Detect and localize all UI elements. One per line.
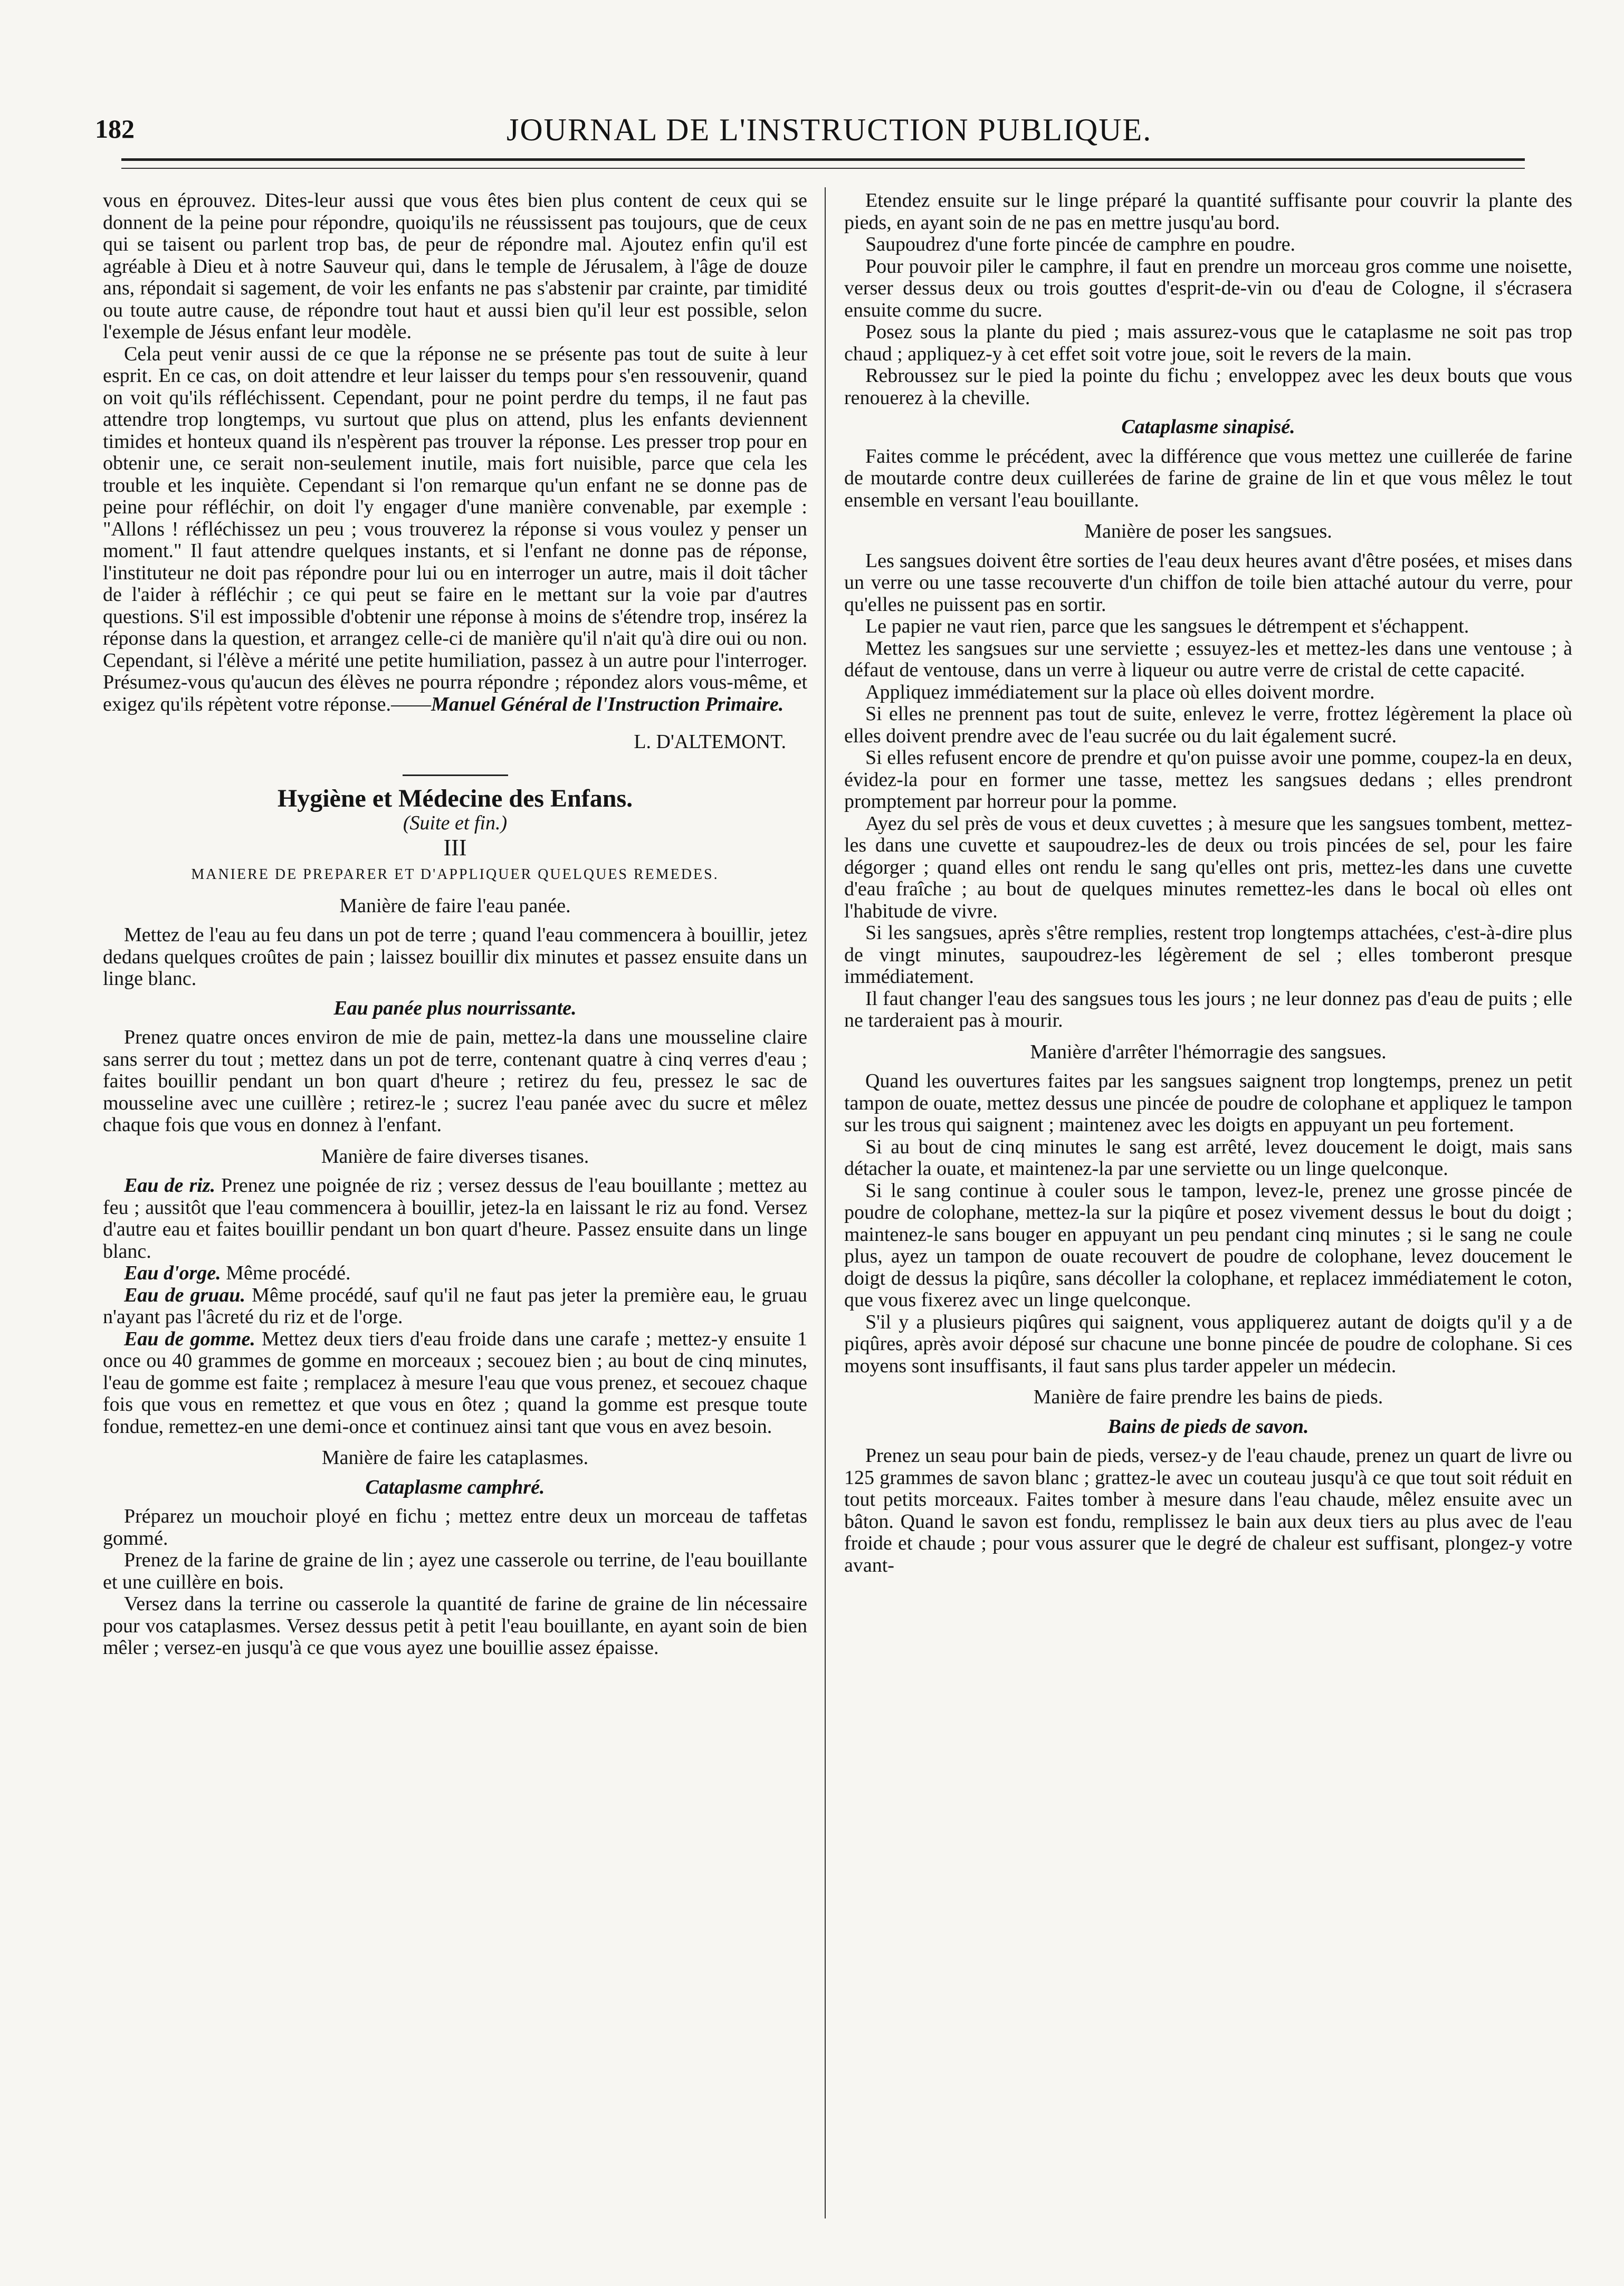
header-rule-thick (121, 158, 1525, 161)
paragraph (103, 1328, 807, 1438)
subsection-heading: Manière de faire diverses tisanes. (321, 1145, 589, 1168)
paragraph (103, 1285, 807, 1328)
paragraph: Saupoudrez d'une forte pincée de camphre en poudre. (865, 233, 1296, 255)
paragraph: Prenez quatre onces environ de mie de pain, mettez-la dans une mousseline claire sans serrer du tout ; mettez dans un pot de terre, contenant quatre à cinq verres d'eau ; faites bouillir pendant un bon quart d'heure ; retirez du feu, pressez le sac de mousseline avec une cuillère ; retirez-le ; sucrez l'eau panée avec du sucre et mêlez chaque fois que vous en donnez à l'enfant. (103, 1026, 807, 1136)
subsection-heading: Manière de faire les cataplasmes. (321, 1447, 589, 1469)
paragraph: Si elles ne prennent pas tout de suite, enlevez le verre, frottez légèrement la place où elles doivent prendre avec de l'eau sucrée ou du lait également sucré. (844, 703, 1572, 747)
paragraph: Pour pouvoir piler le camphre, il faut en prendre un morceau gros comme une noisette, verser dessus deux ou trois gouttes d'esprit-de-vin ou d'eau de Cologne, il s'écrasera ensuite comme du sucre. (844, 255, 1572, 321)
paragraph: Prenez de la farine de graine de lin ; ayez une casserole ou terrine, de l'eau bouillante et une cuillère en bois. (103, 1549, 807, 1593)
paragraph (103, 343, 807, 716)
section-title: MANIERE DE PREPARER ET D'APPLIQUER QUELQUES REMEDES. (191, 866, 719, 883)
recipe-label: Eau de gruau. (124, 1284, 246, 1306)
paragraph: Il faut changer l'eau des sangsues tous les jours ; ne leur donnez pas d'eau de puits ; elle ne tarderaient pas à mourir. (844, 987, 1572, 1031)
subsection-heading: Manière d'arrêter l'hémorragie des sangsues. (1030, 1040, 1387, 1063)
article-subtitle: (Suite et fin.) (403, 812, 508, 834)
paragraph: Quand les ouvertures faites par les sangsues saignent trop longtemps, prenez un petit tampon de ouate, mettez dessus une pincée de poudre de colophane et appliquez le tampon sur les trous qui saignent ; maintenez avec les doigts en appuyant un peu fortement. (844, 1070, 1572, 1136)
recipe-label: Eau de gomme. (124, 1327, 255, 1350)
paragraph: Si les sangsues, après s'être remplies, restent trop longtemps attachées, c'est-à-dire plus de vingt minutes, saupoudrez-les légèrement de sel ; elles tomberont presque immédiatement. (844, 922, 1572, 988)
recipe-label: Eau de riz. (124, 1174, 216, 1197)
right-column (844, 190, 1572, 2221)
paragraph-text: Cela peut venir aussi de ce que la réponse ne se présente pas tout de suite à leur esprit. En ce cas, on doit attendre et leur laisser du temps pour s'en ressouvenir, quand on voit qu'ils réfléchissent. Cependant, pour ne point perdre du temps, il ne faut pas attendre trop longtemps, vu surtout que plus on attend, plus les enfants deviennent timides et honteux quand ils n'espèrent pas trouver la réponse. Les presser trop pour en obtenir une, ce serait non-seulement inutile, mais fort nuisible, parce que cela les trouble et les inquiète. Cependant si l'on remarque qu'un enfant ne se donne pas de peine pour réfléchir, on doit l'y engager d'une manière convenable, par exemple : "Allons ! réfléchissez un peu ; vous trouverez la réponse si vous voulez y penser un moment." Il faut attendre quelques instants, et si l'enfant ne donne pas de réponse, l'instituteur ne doit pas répondre pour lui ou en interroger un autre, mais il doit tâcher de l'aider à réfléchir ; ce qui peut se faire en le mettant sur la voie par d'autres questions. S'il est impossible d'obtenir une réponse à moins de s'étendre trop, insérez la réponse dans la question, et arrangez celle-ci de manière qu'il n'ait qu'à dire oui ou non. Cependant, si l'élève a mérité une petite humiliation, passez à un autre pour l'interroger. Présumez-vous qu'aucun des élèves ne pourra répondre ; répondez alors vous-même, et exigez qu'ils répètent votre réponse.—— (103, 342, 807, 715)
paragraph: Mettez les sangsues sur une serviette ; essuyez-les et mettez-les dans une ventouse ; à défaut de ventouse, dans un verre à liqueur ou autre verre de cristal de cette capacité. (844, 637, 1572, 681)
subsection-heading: Manière de faire l'eau panée. (339, 894, 571, 917)
column-divider (825, 187, 826, 2218)
paragraph: Versez dans la terrine ou casserole la quantité de farine de graine de lin nécessaire pour vos cataplasmes. Versez dessus petit à petit l'eau bouillante, en ayant soin de bien mêler ; versez-en jusqu'à ce que vous ayez une bouillie assez épaisse. (103, 1593, 807, 1659)
paragraph: Prenez un seau pour bain de pieds, versez-y de l'eau chaude, prenez un quart de livre ou 125 grammes de savon blanc ; grattez-le avec un couteau jusqu'à ce que tout soit réduit en tout petits morceaux. Faites tomber à mesure dans l'eau chaude, mêlez ensuite avec un bâton. Quand le savon est fondu, remplissez le bain aux deux tiers au plus avec de l'eau froide et chaude ; pour vous assurer que le degré de chaleur est suffisant, plongez-y votre avant- (844, 1445, 1572, 1576)
paragraph: Si elles refusent encore de prendre et qu'on puisse avoir une pomme, coupez-la en deux, évidez-la pour en former une tasse, mettez les sangsues dedans ; elles prendront promptement par horreur pour la pomme. (844, 747, 1572, 812)
subsection-heading: Cataplasme sinapisé. (1121, 416, 1295, 438)
subsection-heading: Manière de poser les sangsues. (1084, 520, 1332, 542)
paragraph: Etendez ensuite sur le linge préparé la quantité suffisante pour couvrir la plante des pieds, en ayant soin de ne pas en mettre jusqu'au bord. (844, 190, 1572, 234)
recipe-text: Même procédé, sauf qu'il ne faut pas jeter la première eau, le gruau n'ayant pas l'âcreté du riz et de l'orge. (103, 1284, 807, 1328)
recipe-text: Mettez deux tiers d'eau froide dans une carafe ; mettez-y ensuite 1 once ou 40 grammes de gomme en morceaux ; secouez bien ; au bout de cinq minutes, l'eau de gomme est faite ; remplacez à mesure l'eau que vous prenez, et secouez chaque fois que vous en remettez et que vous en ôtez ; quand la gomme est presque toute fondue, remettez-en une demi-once et continuez ainsi tant que vous en avez besoin. (103, 1327, 807, 1438)
journal-title: JOURNAL DE L'INSTRUCTION PUBLIQUE. (507, 112, 1152, 147)
paragraph: Posez sous la plante du pied ; mais assurez-vous que le cataplasme ne soit pas trop chaud ; appliquez-y à cet effet soit votre joue, soit le revers de la main. (844, 321, 1572, 365)
author-signature: L. D'ALTEMONT. (634, 731, 786, 753)
paragraph: vous en éprouvez. Dites-leur aussi que vous êtes bien plus content de ceux qui se donnent de la peine pour répondre, quoiqu'ils ne réussissent pas toujours, que de ceux qui se taisent ou parlent trop bas, de peur de répondre mal. Ajoutez enfin qu'il est agréable à Dieu et à notre Sauveur qui, dans le temple de Jérusalem, à l'âge de douze ans, répondait si sagement, de voir les enfants ne pas s'abstenir par crainte, par timidité ou toute autre cause, de répondre tout haut et aussi bien qu'il leur est possible, selon l'exemple de Jésus enfant leur modèle. (103, 190, 807, 343)
paragraph: Le papier ne vaut rien, parce que les sangsues le détrempent et s'échappent. (865, 615, 1469, 637)
section-number: III (443, 834, 467, 860)
paragraph: Si au bout de cinq minutes le sang est arrêté, levez doucement le doigt, mais sans détacher la ouate, et maintenez-la par une serviette ou un linge quelconque. (844, 1135, 1572, 1180)
paragraph: Préparez un mouchoir ployé en fichu ; mettez entre deux un morceau de taffetas gommé. (103, 1505, 807, 1549)
subsection-heading: Bains de pieds de savon. (1107, 1415, 1309, 1438)
paragraph: Si le sang continue à couler sous le tampon, levez-le, prenez une grosse pincée de poudre de colophane, mettez-la sur la piqûre et posez vivement dessus le bout du doigt ; maintenez-le sans bouger en appuyant un peu pendant cinq minutes ; si le sang ne coule plus, ayez un tampon de ouate recouvert de poudre de colophane, levez doucement le doigt de dessus la piqûre, sans décoller la colophane, et replacez immédiatement le coton, que vous fixerez avec un linge quelconque. (844, 1179, 1572, 1311)
source-citation: Manuel Général de l'Instruction Primaire. (431, 693, 784, 715)
paragraph: Les sangsues doivent être sorties de l'eau deux heures avant d'être posées, et mises dans un verre ou une tasse recouverte d'un chiffon de toile bien attaché autour du verre, pour qu'elles ne puissent pas en sortir. (844, 549, 1572, 616)
paragraph: Faites comme le précédent, avec la différence que vous mettez une cuillerée de farine de moutarde contre deux cuillerées de farine de graine de lin et que vous mêlez le tout ensemble en versant l'eau bouillante. (844, 445, 1572, 511)
subsection-heading: Cataplasme camphré. (365, 1476, 545, 1498)
paragraph: Mettez de l'eau au feu dans un pot de terre ; quand l'eau commencera à bouillir, jetez dedans quelques croûtes de pain ; laissez bouillir dix minutes et passez ensuite dans un linge blanc. (103, 924, 807, 990)
subsection-heading: Eau panée plus nourrissante. (333, 997, 577, 1019)
recipe-text: Même procédé. (221, 1262, 351, 1284)
page-number: 182 (95, 114, 135, 144)
paragraph: Appliquez immédiatement sur la place où elles doivent mordre. (865, 681, 1375, 703)
paragraph: Ayez du sel près de vous et deux cuvettes ; à mesure que les sangsues tombent, mettez-les dans une cuvette et saupoudrez-les de deux ou trois pincées de sel, pour les faire dégorger ; quand elles ont rendu le sang qu'elles ont pris, mettez-les dans une cuvette d'eau fraîche ; au bout de quelques minutes remettez-les dans le bocal où elles ont l'habitude de vivre. (844, 812, 1572, 922)
article-title: Hygiène et Médecine des Enfans. (277, 784, 633, 812)
paragraph (103, 1175, 807, 1262)
section-divider (403, 774, 508, 776)
header-rule-thin (121, 168, 1525, 169)
paragraph: Rebroussez sur le pied la pointe du fichu ; enveloppez avec les deux bouts que vous renouerez à la cheville. (844, 365, 1572, 409)
recipe-label: Eau d'orge. (124, 1262, 221, 1284)
paragraph (103, 1262, 807, 1285)
subsection-heading: Manière de faire prendre les bains de pieds. (1033, 1386, 1383, 1408)
left-column (103, 190, 807, 2216)
paragraph: S'il y a plusieurs piqûres qui saignent, vous appliquerez autant de doigts qu'il y a de piqûres, après avoir déposé sur chacune une bonne pincée de poudre de colophane. Si ces moyens sont insuffisants, il faut sans plus tarder appeler un médecin. (844, 1311, 1572, 1377)
recipe-text: Prenez une poignée de riz ; versez dessus de l'eau bouillante ; mettez au feu ; aussitôt que l'eau commencera à bouillir, jetez-la en laissant le riz au fond. Versez d'autre eau et faites bouillir pendant un bon quart d'heure. Passez ensuite dans un linge blanc. (103, 1174, 807, 1262)
